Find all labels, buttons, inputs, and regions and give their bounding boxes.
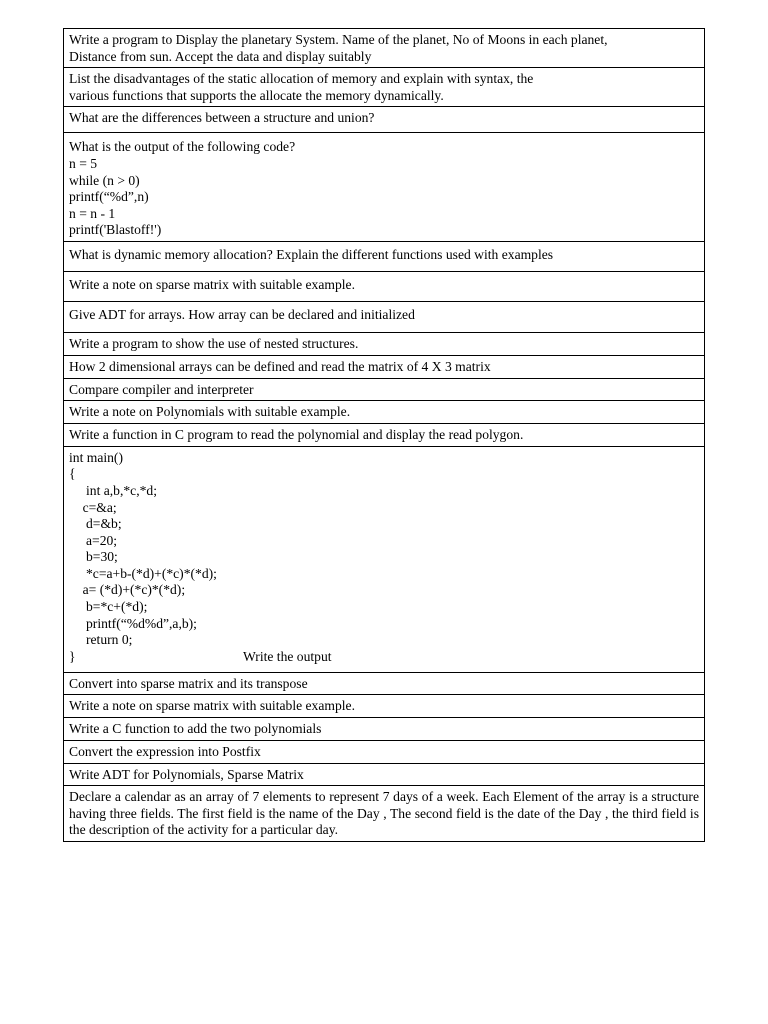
question-cell [64, 29, 705, 68]
question-text: Write a function in C program to read the polynomial and display the read polygon. [69, 427, 524, 443]
question-row [64, 672, 705, 695]
question-text: Write ADT for Polynomials, Sparse Matrix [69, 766, 304, 782]
question-cell [64, 355, 705, 378]
question-text: Convert into sparse matrix and its transpose [69, 675, 308, 691]
question-row [64, 424, 705, 447]
question-text: Write a note on sparse matrix with suitable example. [69, 698, 355, 714]
question-row [64, 68, 705, 107]
question-row [64, 695, 705, 718]
code-line: n = 5 [69, 155, 98, 171]
question-row [64, 763, 705, 786]
question-text: Write a program to Display the planetary System. Name of the planet, No of Moons in each planet, [69, 32, 608, 47]
question-text: What is dynamic memory allocation? Explain the different functions used with examples [69, 246, 554, 262]
code-line: *c=a+b-(*d)+(*c)*(*d); [69, 565, 217, 581]
question-cell [64, 672, 705, 695]
question-cell: Declare a calendar as an array of 7 elements to represent 7 days of a week. Each Element of the array is a structure having three fields. The first field is the name of the Day , The second field is the date of the Day , the third field is the description of the activity for a particular day. [64, 786, 705, 842]
code-line: a=20; [69, 532, 118, 548]
question-row [64, 718, 705, 741]
code-line: a= (*d)+(*c)*(*d); [69, 582, 186, 598]
closing-brace: } [69, 648, 76, 664]
question-cell [64, 332, 705, 355]
question-text: Compare compiler and interpreter [69, 381, 254, 397]
question-cell [64, 740, 705, 763]
question-cell [64, 378, 705, 401]
code-line: c=&a; [69, 499, 117, 515]
code-line: printf('Blastoff!') [69, 222, 162, 238]
question-text: List the disadvantages of the static allocation of memory and explain with syntax, the [69, 71, 534, 87]
question-cell [64, 133, 705, 242]
code-line: n = n - 1 [69, 205, 116, 221]
code-line: int main() [69, 449, 123, 465]
code-line: b=30; [69, 549, 118, 565]
question-row [64, 241, 705, 271]
question-cell [64, 241, 705, 271]
question-row [64, 378, 705, 401]
question-row [64, 786, 705, 842]
code-line: int a,b,*c,*d; [69, 482, 157, 498]
question-row [64, 301, 705, 332]
code-line: printf(“%d”,n) [69, 189, 149, 205]
question-row [64, 107, 705, 133]
question-row [64, 271, 705, 301]
question-row [64, 332, 705, 355]
question-table [63, 28, 705, 842]
question-text: Write a note on sparse matrix with suitable example. [69, 276, 355, 292]
question-text: Write a program to show the use of nested structures. [69, 335, 359, 351]
question-row [64, 355, 705, 378]
question-cell [64, 271, 705, 301]
code-closing-line [69, 649, 699, 666]
code-line: d=&b; [69, 516, 122, 532]
question-cell [64, 446, 705, 672]
code-line: printf(“%d%d”,a,b); [69, 615, 197, 631]
question-text: What is the output of the following code? [69, 139, 296, 155]
code-line: { [69, 466, 76, 482]
question-text: What are the differences between a structure and union? [69, 110, 375, 126]
question-text: various functions that supports the allocate the memory dynamically. [69, 87, 444, 103]
question-cell [64, 695, 705, 718]
code-line: return 0; [69, 632, 133, 648]
question-text: Distance from sun. Accept the data and display suitably [69, 48, 372, 64]
code-line: b=*c+(*d); [69, 599, 148, 615]
question-cell [64, 718, 705, 741]
question-text: Give ADT for arrays. How array can be declared and initialized [69, 306, 415, 322]
question-text: Convert the expression into Postfix [69, 743, 261, 759]
question-cell [64, 763, 705, 786]
question-cell [64, 68, 705, 107]
question-row [64, 401, 705, 424]
question-row [64, 446, 705, 672]
question-cell [64, 107, 705, 133]
question-row [64, 740, 705, 763]
question-text: Write a C function to add the two polynomials [69, 721, 322, 737]
question-cell [64, 401, 705, 424]
question-text: Write a note on Polynomials with suitable example. [69, 404, 351, 420]
question-cell [64, 424, 705, 447]
question-row [64, 29, 705, 68]
code-line: while (n > 0) [69, 172, 140, 188]
question-row [64, 133, 705, 242]
question-text: How 2 dimensional arrays can be defined and read the matrix of 4 X 3 matrix [69, 358, 491, 374]
output-instruction: Write the output [243, 648, 332, 664]
question-cell [64, 301, 705, 332]
